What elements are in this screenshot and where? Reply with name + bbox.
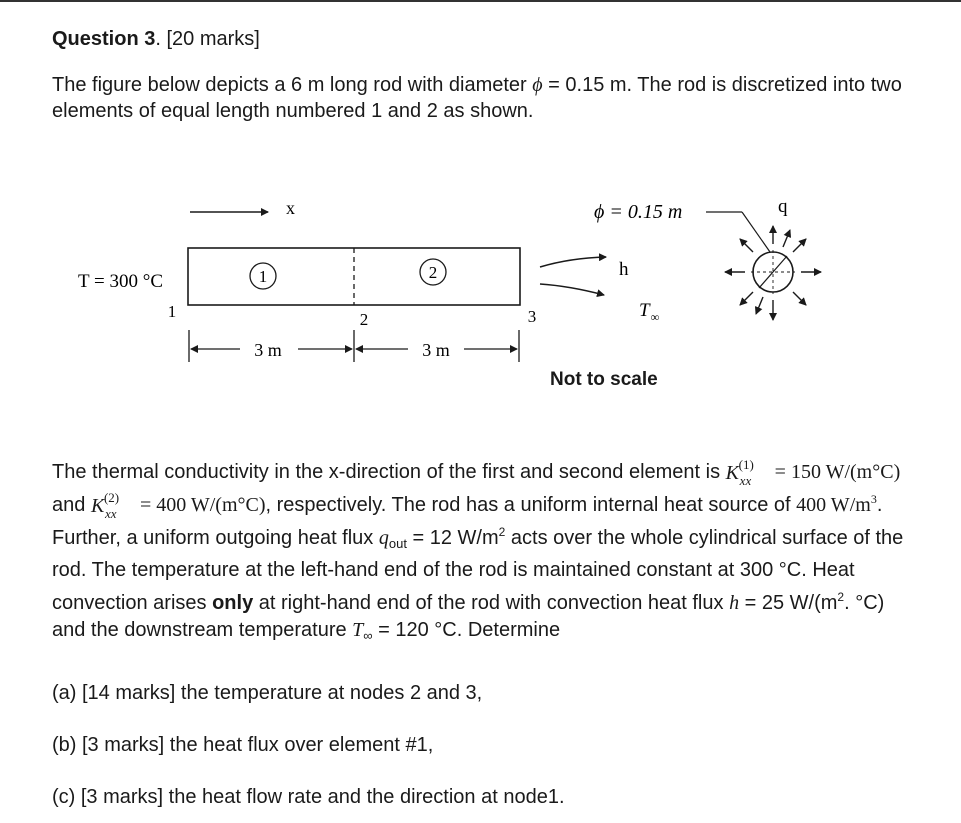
flux-arrow-ne — [793, 239, 806, 252]
k1-symbol: K (1) xx — [725, 457, 754, 488]
rod-figure — [0, 170, 961, 400]
intro-text-1: The figure below depicts a 6 m long rod with diameter — [52, 74, 533, 96]
q-label: q — [778, 196, 788, 217]
h-exponent: 2 — [837, 590, 845, 604]
intro-text-2: = 0.15 m. The rod is discretized into two elements of equal length numbered 1 and 2 as shown. — [52, 74, 902, 122]
node-3-label: 3 — [527, 307, 537, 326]
q-out-subscript: out — [388, 536, 407, 551]
body-text-1: The thermal conductivity in the x-direction of the first and second element is — [52, 461, 726, 483]
q-out-symbol: q — [378, 527, 389, 549]
h-label: h — [619, 259, 629, 280]
t-infinity-symbol: T — [352, 619, 364, 641]
question-marks: . [20 marks] — [155, 28, 260, 50]
x-axis-label: x — [286, 198, 295, 218]
body-text-5: = 12 W/m — [406, 527, 499, 549]
not-to-scale-note: Not to scale — [550, 369, 658, 390]
body-text-8: = 25 W/(m — [739, 592, 838, 614]
only-emphasis: only — [212, 592, 254, 614]
flux-arrow-nne — [783, 230, 790, 247]
radial-flux-arrows — [725, 226, 821, 320]
question-heading — [52, 26, 260, 52]
convection-arrow-lower — [540, 284, 604, 295]
node-1-label: 1 — [167, 302, 177, 321]
k1-value: = 150 W/(m°C) — [769, 461, 901, 483]
body-text-10: = 120 °C. Determine — [372, 619, 561, 641]
top-rule — [0, 0, 961, 2]
flux-arrow-sw — [740, 292, 753, 305]
node-2-label: 2 — [359, 310, 369, 329]
k2-value: = 400 W/(m°C) — [134, 494, 266, 516]
question-number: Question 3 — [52, 28, 156, 50]
flux-arrow-ssw — [756, 297, 763, 314]
diameter-label: ϕ = 0.15 m — [594, 201, 683, 223]
flux-arrow-nw — [740, 239, 753, 252]
body-text-4: . Further, a uniform outgoing heat flux — [52, 494, 883, 549]
dim-2-label: 3 m — [422, 340, 450, 360]
intro-paragraph — [52, 72, 912, 124]
phi-symbol: ϕ — [532, 74, 543, 96]
temp-bc-label: T = 300 °C — [78, 271, 163, 292]
body-text-6: acts over the whole cylindrical surface of the rod. The temperature at the left-hand end of the rod is maintained constant at 300 °C. Heat convection arises — [52, 527, 904, 614]
element-1-label: 1 — [258, 267, 268, 286]
body-text-9: . °C) and the downstream temperature — [52, 592, 885, 641]
element-2-label: 2 — [428, 263, 438, 282]
heat-source-exponent: 3 — [870, 492, 877, 506]
flux-exponent: 2 — [498, 525, 506, 539]
dim-1-label: 3 m — [254, 340, 282, 360]
part-b: (b) [3 marks] the heat flux over element #1, — [52, 734, 434, 756]
part-c: (c) [3 marks] the heat flow rate and the direction at node1. — [52, 786, 565, 808]
t-infinity-subscript: ∞ — [363, 628, 373, 643]
heat-source-value: 400 W/m — [796, 494, 871, 516]
t-infinity-label: $T_\infty$ — [639, 300, 660, 324]
flux-arrow-se — [793, 292, 806, 305]
body-text-7: at right-hand end of the rod with convection heat flux — [253, 592, 730, 614]
h-symbol: h — [729, 592, 740, 614]
k2-symbol: K (2) xx — [90, 490, 120, 521]
body-text-3: , respectively. The rod has a uniform internal heat source of — [265, 494, 797, 516]
problem-body — [52, 459, 912, 649]
part-a: (a) [14 marks] the temperature at nodes 2 and 3, — [52, 682, 483, 704]
body-text-2: and — [52, 494, 91, 516]
convection-arrow-upper — [540, 257, 606, 267]
